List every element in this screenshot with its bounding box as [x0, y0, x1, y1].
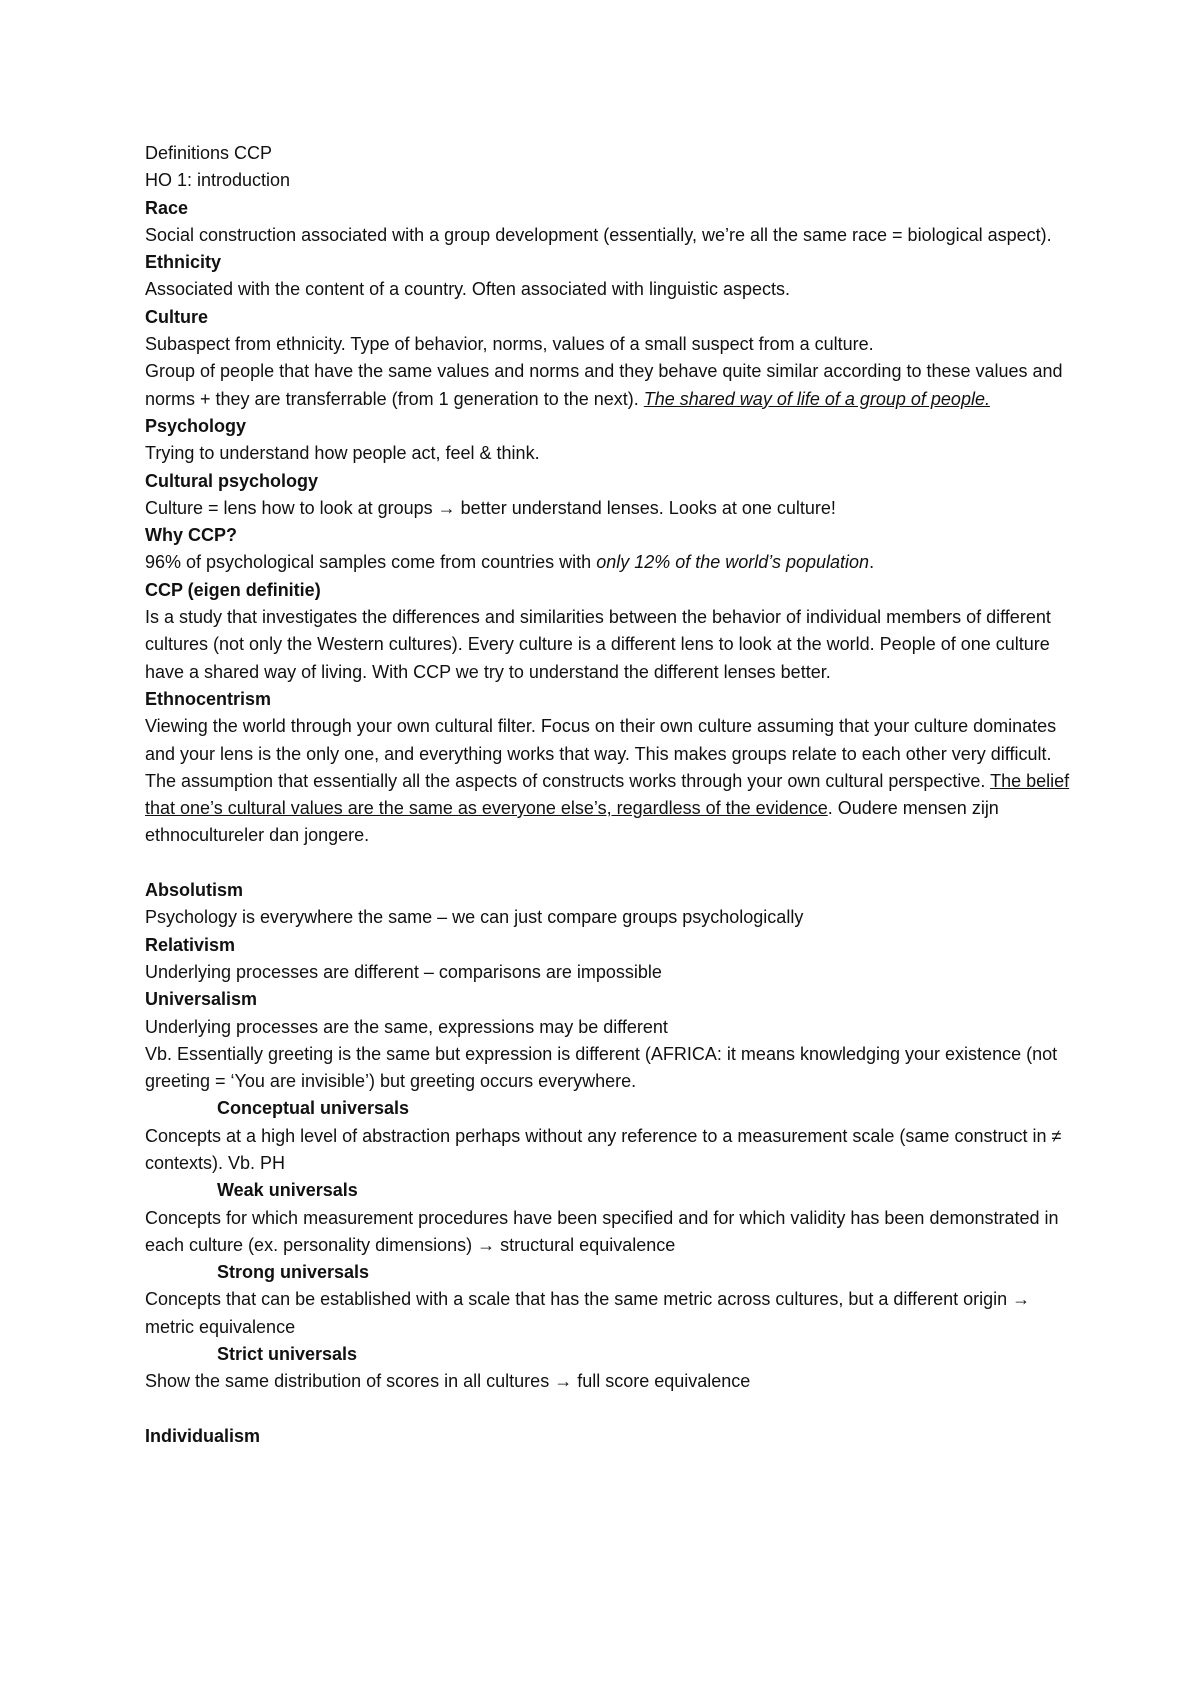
- heading-culture: Culture: [145, 306, 208, 327]
- text-why-ccp-a: 96% of psychological samples come from countries with: [145, 552, 597, 573]
- heading-ethnicity: Ethnicity: [145, 252, 222, 273]
- paragraph-gap: [145, 1396, 1075, 1423]
- text-weak-universals: [145, 1205, 1075, 1260]
- text-absolutism: Psychology is everywhere the same – we can just compare groups psychologically: [145, 907, 804, 928]
- heading-conceptual-universals: Conceptual universals: [217, 1098, 410, 1119]
- paragraph-gap: [145, 850, 1075, 877]
- text-why-ccp-b: .: [869, 552, 875, 573]
- text-conceptual-universals: Concepts at a high level of abstraction perhaps without any reference to a measurement scale (same construct in ≠ contexts). Vb. PH: [145, 1125, 1062, 1173]
- text-strong-universals-a: Concepts that can be established with a scale that has the same metric across cultures, but a different origin: [145, 1289, 1013, 1310]
- text-cultural-psychology-b: better understand lenses. Looks at one culture!: [455, 497, 836, 518]
- document-title: Definitions CCP: [145, 143, 273, 163]
- text-culture-1: Subaspect from ethnicity. Type of behavior, norms, values of a small suspect from a culture.: [145, 334, 874, 355]
- heading-strict-universals: Strict universals: [217, 1344, 358, 1365]
- text-ethnicity: Associated with the content of a country. Often associated with linguistic aspects.: [145, 279, 791, 300]
- text-psychology: Trying to understand how people act, feel & think.: [145, 443, 540, 464]
- text-why-ccp-emphasis: only 12% of the world’s population: [596, 552, 870, 573]
- text-strong-universals-b: metric equivalence: [145, 1316, 296, 1337]
- text-ethnocentrism-2: [145, 768, 1075, 850]
- text-ethnocentrism-2-b: . Oudere mensen zijn ethnocultureler dan jongere.: [145, 798, 999, 846]
- heading-weak-universals: Weak universals: [217, 1180, 358, 1201]
- text-why-ccp: [145, 549, 1075, 576]
- heading-psychology: Psychology: [145, 415, 247, 436]
- text-strict-universals-a: Show the same distribution of scores in all cultures: [145, 1371, 555, 1392]
- text-race: Social construction associated with a group development (essentially, we’re all the same race = biological aspect).: [145, 224, 1052, 245]
- heading-absolutism: Absolutism: [145, 880, 244, 901]
- text-strong-universals: [145, 1286, 1075, 1341]
- arrow-right-icon: →: [437, 497, 456, 518]
- text-ethnocentrism-2-a: The assumption that essentially all the aspects of constructs works through your own cultural perspective.: [145, 770, 991, 791]
- text-ccp-definition: Is a study that investigates the differences and similarities between the behavior of individual members of different cultures (not only the Western cultures). Every culture is a different lens to look at the world. People of one culture have a shared way of living. With CCP we try to understand the different lenses better.: [145, 607, 1051, 682]
- text-relativism: Underlying processes are different – comparisons are impossible: [145, 961, 662, 982]
- text-culture-2-main: Group of people that have the same values and norms and they behave quite similar according to these values and norms + they are transferrable (from 1 generation to the next).: [145, 361, 1063, 409]
- document-page: [145, 140, 1075, 1450]
- heading-ccp-definition: CCP (eigen definitie): [145, 579, 321, 600]
- heading-universalism: Universalism: [145, 989, 258, 1010]
- text-strict-universals-b: full score equivalence: [572, 1371, 751, 1392]
- heading-ethnocentrism: Ethnocentrism: [145, 688, 272, 709]
- document-subtitle: HO 1: introduction: [145, 170, 291, 191]
- text-ethnocentrism-2-underlined: The belief that one’s cultural values are the same as everyone else’s, regardless of the evidence: [145, 770, 1070, 819]
- heading-relativism: Relativism: [145, 934, 236, 955]
- arrow-right-icon: →: [1012, 1289, 1031, 1310]
- text-strict-universals: [145, 1368, 1075, 1395]
- arrow-right-icon: →: [477, 1234, 496, 1255]
- text-universalism-1: Underlying processes are the same, expressions may be different: [145, 1016, 668, 1037]
- text-weak-universals-b: structural equivalence: [495, 1234, 676, 1255]
- heading-strong-universals: Strong universals: [217, 1262, 370, 1283]
- heading-cultural-psychology: Cultural psychology: [145, 470, 319, 491]
- text-weak-universals-a: Concepts for which measurement procedures have been specified and for which validity has been demonstrated in each culture (ex. personality dimensions): [145, 1207, 1059, 1255]
- text-cultural-psychology-a: Culture = lens how to look at groups: [145, 497, 438, 518]
- heading-individualism: Individualism: [145, 1425, 261, 1446]
- arrow-right-icon: →: [554, 1371, 573, 1392]
- text-culture-2: [145, 358, 1075, 413]
- text-culture-2-emphasis: The shared way of life of a group of people.: [643, 388, 990, 409]
- text-ethnocentrism-1: Viewing the world through your own cultural filter. Focus on their own culture assuming that your culture dominates and your lens is the only one, and everything works that way. This makes groups relate to each other very difficult.: [145, 716, 1057, 764]
- heading-why-ccp: Why CCP?: [145, 525, 237, 546]
- text-cultural-psychology: [145, 495, 1075, 522]
- text-universalism-2: Vb. Essentially greeting is the same but expression is different (AFRICA: it means knowledging your existence (not greeting = ‘You are invisible’) but greeting occurs everywhere.: [145, 1043, 1058, 1092]
- heading-race: Race: [145, 197, 189, 218]
